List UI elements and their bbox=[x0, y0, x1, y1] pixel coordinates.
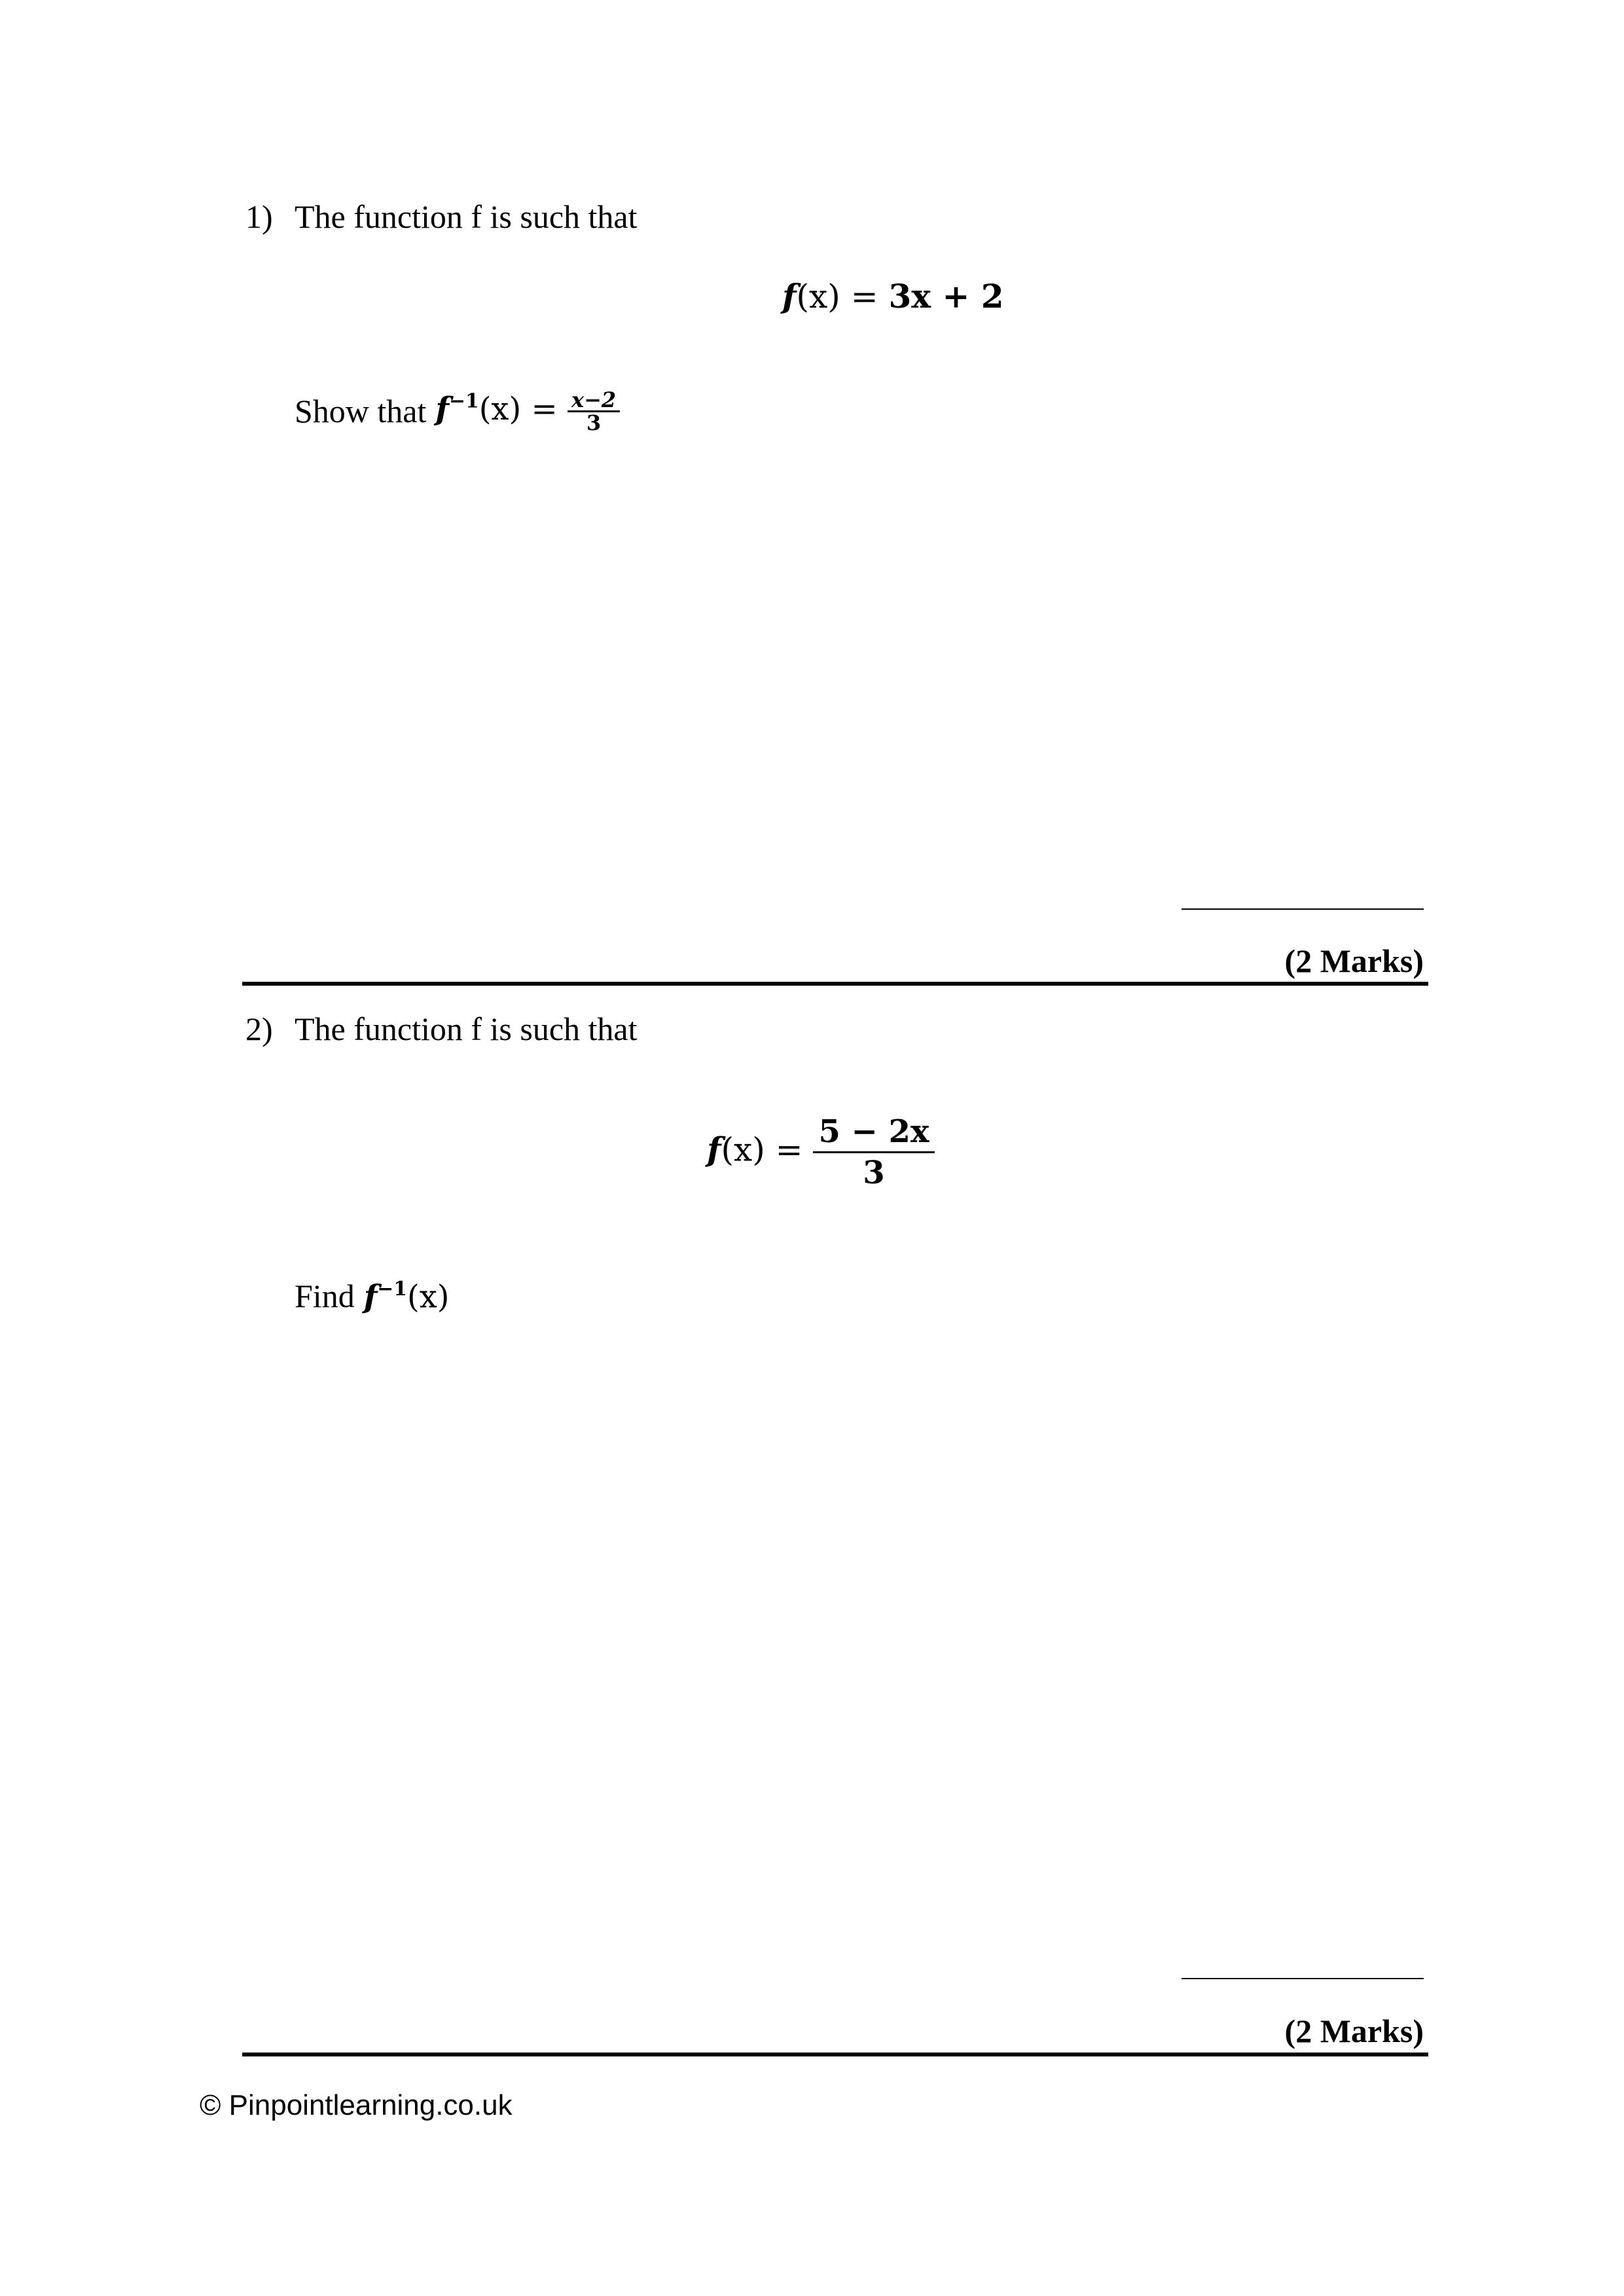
question-number: 1) bbox=[245, 198, 273, 235]
task-line bbox=[295, 1270, 450, 1322]
inverse-fn: f bbox=[363, 1278, 378, 1316]
task-label: Show that bbox=[295, 393, 427, 429]
inverse-arg: (x) bbox=[478, 390, 522, 427]
section-divider bbox=[242, 2053, 1428, 2056]
marks-label: (2 Marks) bbox=[1284, 942, 1424, 979]
task-line bbox=[295, 378, 620, 444]
fraction-numerator: 5 − 2x bbox=[813, 1116, 934, 1153]
function-equation bbox=[782, 277, 1004, 315]
function-equation bbox=[707, 1106, 935, 1198]
equals-sign: = bbox=[775, 1130, 803, 1168]
fraction bbox=[568, 389, 620, 433]
answer-line[interactable] bbox=[1182, 908, 1424, 910]
inverse-sup: −1 bbox=[449, 389, 479, 413]
section-divider bbox=[242, 982, 1428, 986]
equals-sign: = bbox=[850, 278, 878, 315]
fraction bbox=[813, 1113, 934, 1191]
fraction-denominator: 3 bbox=[863, 1154, 885, 1191]
inverse-equation bbox=[435, 389, 620, 433]
marks-label: (2 Marks) bbox=[1284, 2013, 1424, 2049]
task-label: Find bbox=[295, 1278, 355, 1314]
answer-line[interactable] bbox=[1182, 1978, 1424, 1979]
function-arg: (x) bbox=[796, 278, 840, 315]
inverse-arg: (x) bbox=[407, 1278, 450, 1316]
copyright-footer: © Pinpointlearning.co.uk bbox=[200, 2089, 513, 2121]
inverse-fn: f bbox=[435, 390, 450, 427]
function-name: f bbox=[707, 1130, 721, 1168]
question-prompt: The function f is such that bbox=[295, 1011, 638, 1047]
equals-sign: = bbox=[531, 390, 558, 427]
fraction-denominator: 3 bbox=[586, 410, 602, 435]
function-arg: (x) bbox=[721, 1130, 765, 1168]
function-name: f bbox=[782, 277, 797, 315]
inverse-expression bbox=[363, 1277, 450, 1316]
function-rhs: 3x + 2 bbox=[888, 277, 1004, 315]
question-prompt: The function f is such that bbox=[295, 198, 638, 235]
fraction-numerator: x−2 bbox=[568, 389, 620, 412]
inverse-sup: −1 bbox=[377, 1277, 407, 1300]
question-number: 2) bbox=[245, 1011, 273, 1047]
